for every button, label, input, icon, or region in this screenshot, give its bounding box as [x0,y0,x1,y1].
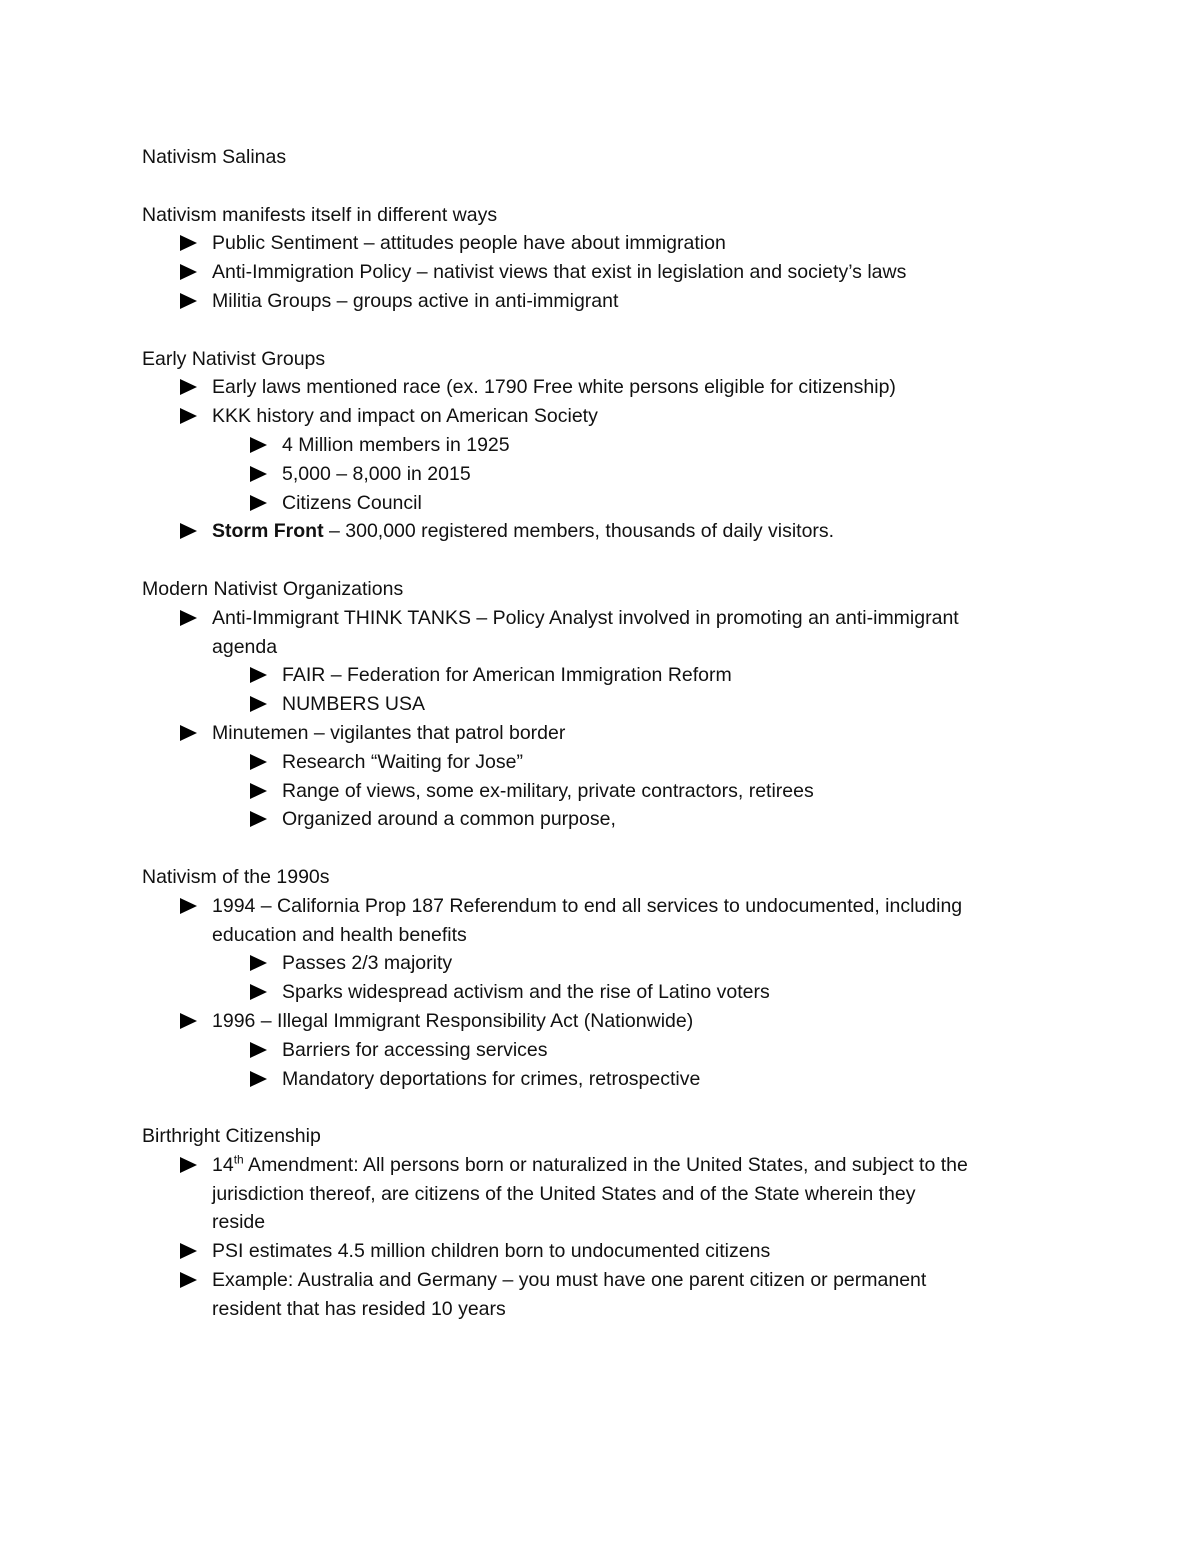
list-item: Anti-Immigration Policy – nativist views that exist in legislation and society’s laws [142,258,1082,287]
list-item-continuation: jurisdiction thereof, are citizens of the United States and of the State wherein they [212,1182,916,1205]
list-item-continuation: resident that has resided 10 years [212,1297,506,1320]
sub-list-item: Organized around a common purpose, [142,805,1082,834]
sub-list-item: 5,000 – 8,000 in 2015 [142,460,1082,489]
triangle-bullet-icon [180,293,197,309]
triangle-bullet-icon [250,696,267,712]
document-page [142,143,1082,1324]
triangle-bullet-icon [250,955,267,971]
list-item-continuation: education and health benefits [212,923,467,946]
sub-list-item: Research “Waiting for Jose” [142,748,1082,777]
sub-list-item: NUMBERS USA [142,690,1082,719]
sub-list-item: Sparks widespread activism and the rise of Latino voters [142,978,1082,1007]
list-item: Storm Front – 300,000 registered members, thousands of daily visitors. [142,517,1082,546]
triangle-bullet-icon [250,811,267,827]
section-heading-early-nativist-groups: Early Nativist Groups [142,347,326,370]
list-item-continuation: reside [212,1211,266,1234]
triangle-bullet-icon [180,408,197,424]
triangle-bullet-icon [180,1157,197,1173]
list-item: 14th Amendment: All persons born or naturalized in the United States, and subject to the [142,1151,1082,1180]
list-item: PSI estimates 4.5 million children born to undocumented citizens [142,1237,1082,1266]
list-item: Minutemen – vigilantes that patrol border [142,719,1082,748]
list-item: Public Sentiment – attitudes people have about immigration [142,229,1082,258]
section-heading-nativism-1990s: Nativism of the 1990s [142,865,330,888]
triangle-bullet-icon [250,1071,267,1087]
list-item: Anti-Immigrant THINK TANKS – Policy Analyst involved in promoting an anti-immigrant [142,604,1082,633]
list-item: Militia Groups – groups active in anti-immigrant [142,287,1082,316]
triangle-bullet-icon [250,783,267,799]
section-heading-birthright-citizenship: Birthright Citizenship [142,1125,321,1148]
triangle-bullet-icon [180,264,197,280]
triangle-bullet-icon [250,1042,267,1058]
triangle-bullet-icon [180,1272,197,1288]
sub-list-item: 4 Million members in 1925 [142,431,1082,460]
list-item: 1996 – Illegal Immigrant Responsibility Act (Nationwide) [142,1007,1082,1036]
sub-list-item: Range of views, some ex-military, private contractors, retirees [142,777,1082,806]
list-item-continuation: agenda [212,635,278,658]
storm-front-term: Storm Front [212,520,324,543]
triangle-bullet-icon [180,1243,197,1259]
list-item: KKK history and impact on American Society [142,402,1082,431]
triangle-bullet-icon [180,725,197,741]
triangle-bullet-icon [250,495,267,511]
section-heading-modern-nativist-organizations: Modern Nativist Organizations [142,577,404,600]
sub-list-item: Citizens Council [142,489,1082,518]
sub-list-item: Passes 2/3 majority [142,949,1082,978]
triangle-bullet-icon [180,610,197,626]
triangle-bullet-icon [250,754,267,770]
triangle-bullet-icon [180,898,197,914]
triangle-bullet-icon [180,523,197,539]
sub-list-item: Barriers for accessing services [142,1036,1082,1065]
triangle-bullet-icon [250,466,267,482]
triangle-bullet-icon [250,667,267,683]
section-heading-nativism-ways: Nativism manifests itself in different ways [142,203,498,226]
triangle-bullet-icon [180,379,197,395]
sub-list-item: Mandatory deportations for crimes, retrospective [142,1065,1082,1094]
list-item: Example: Australia and Germany – you must have one parent citizen or permanent [142,1266,1082,1295]
triangle-bullet-icon [250,437,267,453]
document-title: Nativism Salinas [142,146,287,168]
triangle-bullet-icon [180,1013,197,1029]
sub-list-item: FAIR – Federation for American Immigration Reform [142,661,1082,690]
list-item: 1994 – California Prop 187 Referendum to end all services to undocumented, including [142,892,1082,921]
list-item: Early laws mentioned race (ex. 1790 Free white persons eligible for citizenship) [142,373,1082,402]
triangle-bullet-icon [250,984,267,1000]
triangle-bullet-icon [180,235,197,251]
